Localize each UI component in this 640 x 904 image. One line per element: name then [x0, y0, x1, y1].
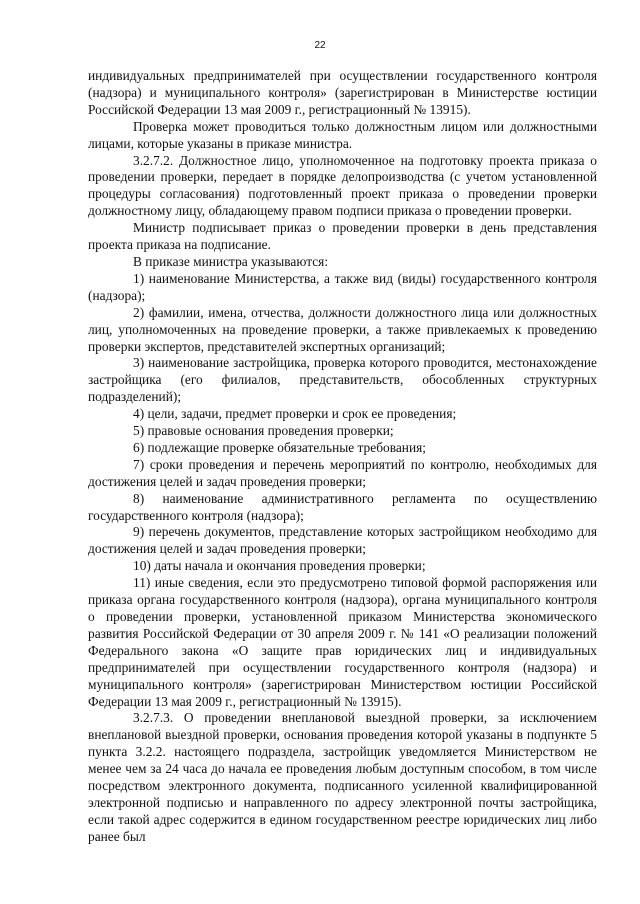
- list-item-1: 1) наименование Министерства, а также вид (виды) государственного контроля (надзора);: [88, 270, 597, 303]
- list-item-11: 11) иные сведения, если это предусмотрено типовой формой распоряжения или приказа органа государственного контроля (надзора), органа муниципального контроля о проведении проверки, установленной приказом Министерства экономического развития Российской Федерации от 30 апреля 2009 г. № 141 «О реализации положений Федерального закона «О защите прав юридических лиц и индивидуальных предпринимателей при осуществлении государственного контроля (надзора) и муниципального контроля» (зарегистрирован Министерством юстиции Российской Федерации 13 мая 2009 г., регистрационный № 13915).: [88, 575, 597, 709]
- paragraph-3-2-7-2: 3.2.7.2. Должностное лицо, уполномоченное на подготовку проекта приказа о проведении проверки, передает в порядке делопроизводства (с учетом установленной процедуры согласования) подготовленный проект приказа о проведении проверки должностному лицу, обладающему правом подписи приказа о проведении проверки.: [88, 152, 597, 219]
- list-item-7: 7) сроки проведения и перечень мероприятий по контролю, необходимых для достижения целей и задач проведения проверки;: [88, 456, 597, 489]
- paragraph-3-2-7-3: 3.2.7.3. О проведении внеплановой выездной проверки, за исключением внеплановой выездной проверки, основания проведения которой указаны в подпункте 5 пункта 3.2.2. настоящего подраздела, застройщик уведомляется Министерством не менее чем за 24 часа до начала ее проведения любым доступным способом, в том числе посредством электронного документа, подписанного усиленной квалифицированной электронной подписью и направленного по адресу электронной почты застройщика, если такой адрес содержится в едином государственном реестре юридических лиц либо ранее был: [88, 710, 597, 844]
- paragraph-inspectors: Проверка может проводиться только должностным лицом или должностными лицами, которые указаны в приказе министра.: [88, 118, 597, 151]
- list-item-2: 2) фамилии, имена, отчества, должности должностного лица или должностных лиц, уполномоченных на проведение проверки, а также привлекаемых к проведению проверки экспертов, представителей экспертных организаций;: [88, 304, 597, 354]
- paragraph-minister-signs: Министр подписывает приказ о проведении проверки в день представления проекта приказа на подписание.: [88, 220, 597, 253]
- page-number: 22: [314, 40, 326, 51]
- paragraph-continuation: индивидуальных предпринимателей при осуществлении государственного контроля (надзора) и муниципального контроля» (зарегистрирован в Министерстве юстиции Российской Федерации 13 мая 2009 г., регистрационный № 13915).: [88, 68, 597, 117]
- list-item-5: 5) правовые основания проведения проверки;: [133, 423, 394, 439]
- document-body: [88, 68, 597, 846]
- list-item-10: 10) даты начала и окончания проведения проверки;: [133, 558, 426, 574]
- list-item-4: 4) цели, задачи, предмет проверки и срок ее проведения;: [133, 406, 457, 422]
- list-item-3: 3) наименование застройщика, проверка которого проводится, местонахождение застройщика (его филиалов, представительств, обособленных структурных подразделений);: [88, 355, 597, 405]
- list-item-6: 6) подлежащие проверке обязательные требования;: [133, 439, 427, 455]
- paragraph-order-contents-intro: В приказе министра указываются:: [133, 253, 329, 269]
- list-item-9: 9) перечень документов, представление которых застройщиком необходимо для достижения целей и задач проведения проверки;: [88, 524, 597, 557]
- list-item-8: 8) наименование административного регламента по осуществлению государственного контроля (надзора);: [88, 490, 597, 523]
